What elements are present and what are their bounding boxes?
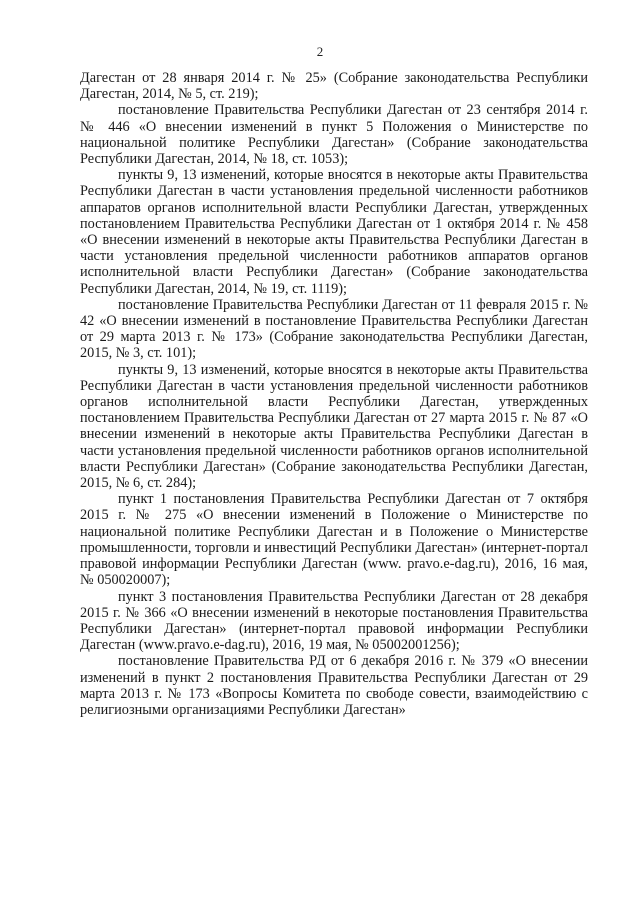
paragraph-1: Дагестан от 28 января 2014 г. № 25» (Собрание законодательства Республики Дагестан, 2014, № 5, ст. 219); (80, 70, 588, 103)
paragraph-7: пункт 3 постановления Правительства Республики Дагестан от 28 декабря 2015 г. № 366 «О внесении изменений в некоторые постановления Правительства Республики Дагестан» (интернет-портал правовой информации Республики Дагестан (www.pravo.e-dag.ru), 2016, 19 мая, № 05002001256); (80, 588, 588, 654)
document-body (80, 70, 588, 718)
page-number: 2 (316, 44, 324, 59)
paragraph-2: постановление Правительства Республики Дагестан от 23 сентября 2014 г. № 446 «О внесении изменений в пункт 5 Положения о Министерстве по национальной политике Республики Дагестан» (Собрание законодательства Республики Дагестан, 2014, № 18, ст. 1053); (80, 102, 588, 168)
paragraph-5: пункты 9, 13 изменений, которые вносятся в некоторые акты Правительства Республики Дагестан в части установления предельной численности работников органов исполнительной власти Республики Дагестан, утвержденных постановлением Правительства Республики Дагестан от 27 марта 2015 г. № 87 «О внесении изменений в некоторые акты Правительства Республики Дагестан в части установления предельной численности работников органов исполнительной власти Республики Дагестан» (Собрание законодательства Республики Дагестан, 2015, № 6, ст. 284); (80, 361, 588, 492)
paragraph-3: пункты 9, 13 изменений, которые вносятся в некоторые акты Правительства Республики Дагестан в части установления предельной численности работников аппаратов органов исполнительной власти Республики Дагестан, утвержденных постановлением Правительства Республики Дагестан от 1 октября 2014 г. № 458 «О внесении изменений в некоторые акты Правительства Республики Дагестан в части установления предельной численности работников аппаратов органов исполнительной власти Республики Дагестан» (Собрание законодательства Республики Дагестан, 2014, № 19, ст. 1119); (80, 167, 588, 297)
paragraph-6: пункт 1 постановления Правительства Республики Дагестан от 7 октября 2015 г. № 275 «О внесении изменений в Положение о Министерстве по национальной политике Республики Дагестан и в Положение о Министерстве промышленности, торговли и инвестиций Республики Дагестан» (интернет-портал правовой информации Республики Дагестан (www. pravo.e-dag.ru), 2016, 16 мая, № 050020007); (80, 491, 588, 589)
paragraph-4: постановление Правительства Республики Дагестан от 11 февраля 2015 г. № 42 «О внесении изменений в постановление Правительства Республики Дагестан от 29 марта 2013 г. № 173» (Собрание законодательства Республики Дагестан, 2015, № 3, ст. 101); (80, 296, 588, 362)
paragraph-8: постановление Правительства РД от 6 декабря 2016 г. № 379 «О внесении изменений в пункт 2 постановления Правительства Республики Дагестан от 29 марта 2013 г. № 173 «Вопросы Комитета по свободе совести, взаимодействию с религиозными организациями Республики Дагестан» (80, 653, 588, 718)
